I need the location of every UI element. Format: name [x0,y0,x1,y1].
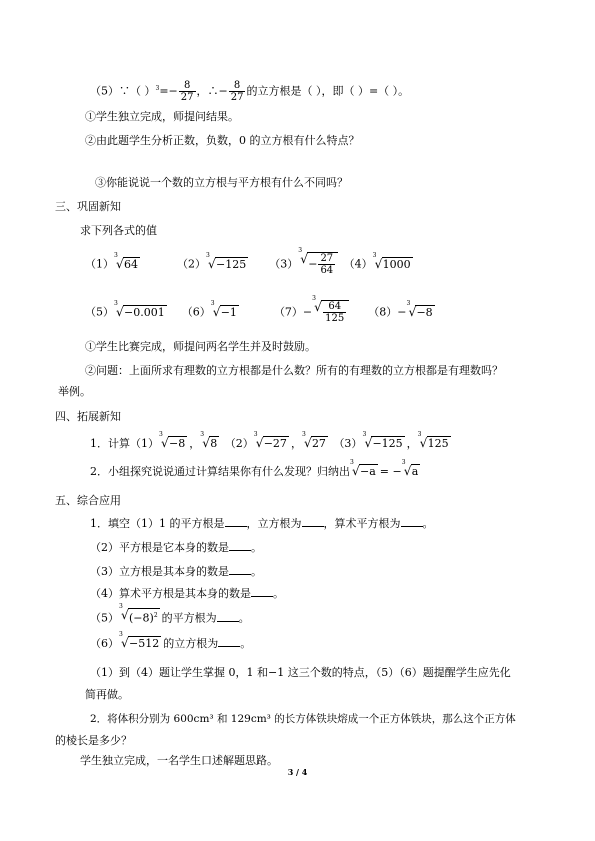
line-5: ②问题：上面所求有理数的立方根都是什么数？所有的有理数的立方根都是有理数吗？ [85,364,503,377]
line-4: ①学生比赛完成，师提问两名学生并及时鼓励。 [85,340,316,353]
blank[interactable] [251,586,273,597]
group-explore-line: 2．小组探究说说通过计算结果你有什么发现？归纳出 3 √ −a = − 3 √ a [90,459,419,478]
section-4-heading: 四、拓展新知 [55,410,121,423]
cube-root-neg1: 3 √ −1 [210,299,237,319]
blank[interactable] [401,516,423,527]
calc-2a: 3 √ −27 [253,431,287,450]
calc-3b: 3 √ 125 [417,431,449,450]
fill-2: （2）平方根是它本身的数是 。 [90,541,262,554]
cube-root-frac-64-125: 3 √ $\frac{64}{125}$ [312,300,349,324]
fill-3: （3）立方根是其本身的数是 。 [90,565,262,578]
exercise-row-1: （1） 3 √ 64 （2） 3 √ −125 （3） 3 √ − $\frac{27}{64}$ （4） 3 √ 1000 [85,247,411,276]
cube-root-a: 3 √ a [401,459,419,478]
calc-1a: 3 √ −8 [159,431,186,450]
cube-sup: 3 [155,84,160,92]
fill-4: （4）算术平方根是其本身的数是 。 [90,587,284,600]
cube-root-neg-a: 3 √ −a [350,459,376,478]
section-3-sub: 求下列各式的值 [80,224,157,237]
problem-2: 2．将体积分别为 600cm³ 和 129cm³ 的长方体铁块熔成一个正方体铁块，那么这个正方体 [90,713,516,725]
page-number: 3 / 4 [287,767,308,777]
cube-root-1000: 3 √ 1000 [372,251,411,271]
blank[interactable] [225,516,247,527]
cube-root-neg125: 3 √ −125 [206,251,247,271]
fill-1: 1．填空（1）1 的平方根是 ，立方根为 ，算术平方根为 。 [90,517,434,530]
fraction-8-27: $\frac{8}{27}$ [180,80,194,103]
fraction-8-27-b: $\frac{8}{27}$ [230,80,244,103]
blank[interactable] [217,611,239,622]
cube-root-neg8-sq: 3 √ $(-8)^2$ [119,603,158,625]
q5-text-d: 的立方根是（ ），即（ ）=（ ）。 [246,84,410,98]
calc-2b: 3 √ 27 [301,431,326,450]
note-1: （1）到（4）题让学生掌握 0，1 和−1 这三个数的特点，（5）（6）题提醒学生应先化 [90,666,511,679]
cube-root-neg0001: 3 √ −0.001 [114,299,165,319]
section-5-heading: 五、综合应用 [55,494,121,507]
exercise-row-2: （5） 3 √ −0.001 （6） 3 √ −1 （7）− 3 √ $\frac{64}{125}$ （8）− 3 √ −8 [85,295,433,324]
blank[interactable] [218,636,240,647]
q5-text-b: =− [159,84,178,98]
cube-root-64: 3 √ 64 [114,251,138,271]
cube-root-neg-frac: 3 √ − $\frac{27}{64}$ [298,252,338,276]
cube-root-neg512: 3 √ −512 [119,631,160,650]
calc-1b: 3 √ 8 [200,431,218,450]
q5-line [90,80,409,103]
calc-line: 1．计算（1） 3 √ −8 ， 3 √ 8 （2） 3 √ −27 ， 3 √ 27 （3） 3 √ −125 ， 3 √ 125 [90,431,449,450]
line-2: ②由此题学生分析正数，负数，0 的立方根有什么特点？ [85,134,360,147]
q5-text-a: （5）∵（ ） [90,84,156,98]
problem-2-note: 学生独立完成，一名学生口述解题思路。 [80,754,278,767]
fill-5: （5） 3 √ $(-8)^2$ 的平方根为 。 [90,603,250,625]
fill-6: （6） 3 √ −512 的立方根为 。 [90,631,252,650]
cube-root-neg8: 3 √ −8 [406,299,433,319]
q5-text-c: ，∴− [196,84,228,98]
blank[interactable] [302,516,324,527]
line-6: 举例。 [58,385,91,398]
blank[interactable] [229,564,251,575]
section-3-heading: 三、巩固新知 [55,200,121,213]
line-3: ③你能说说一个数的立方根与平方根有什么不同吗？ [95,176,348,189]
calc-3a: 3 √ −125 [362,431,403,450]
note-2: 简再做。 [85,688,129,701]
line-1: ①学生独立完成，师提问结果。 [85,110,239,123]
blank[interactable] [229,540,251,551]
problem-2-cont: 的棱长是多少？ [55,734,132,747]
